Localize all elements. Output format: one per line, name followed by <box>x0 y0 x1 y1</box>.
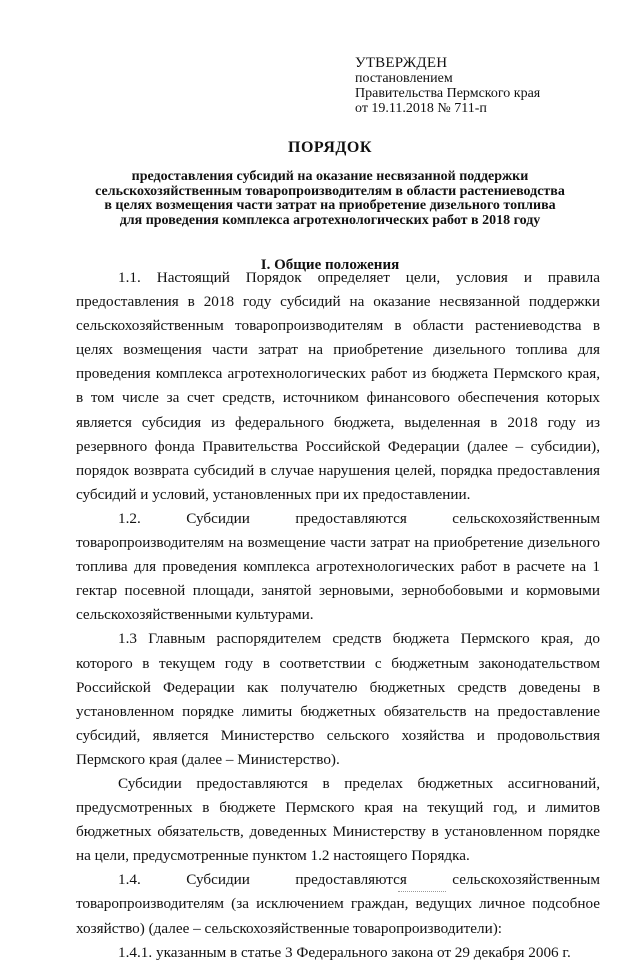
paragraph-1-3-continuation: Субсидии предоставляются в пределах бюджетных ассигнований, предусмотренных в бюджете Пермского края на текущий год, и лимитов бюджетных обязательств, доведенных Министерству в установленном порядке на цели, предусмотренные пунктом 1.2 настоящего Порядка. <box>76 774 600 865</box>
subtitle-line: сельскохозяйственным товаропроизводителям в области растениеводства <box>95 183 565 199</box>
subtitle-line: предоставления субсидий на оказание несвязанной поддержки <box>131 169 529 184</box>
paragraph-1-1: 1.1. Настоящий Порядок определяет цели, условия и правила предоставления в 2018 году субсидий на оказание несвязанной поддержки сельскохозяйственным товаропроизводителям в области растениеводства в целях возмещения части затрат на приобретение дизельного топлива для проведения комплекса агротехнологических работ из бюджета Пермского края, в том числе за счет средств, источником финансового обеспечения которых является субсидия из федерального бюджета, выделенная в 2018 году из резервного фонда Правительства Российской Федерации (далее – субсидии), порядок возврата субсидий в случае нарушения целей, порядка предоставления субсидий и условий, установленных при их предоставлении. <box>76 269 600 503</box>
scan-artifact <box>398 891 446 895</box>
paragraph-1-2: 1.2. Субсидии предоставляются сельскохозяйственным товаропроизводителям на возмещение части затрат на приобретение дизельного топлива для проведения комплекса агротехнологических работ в расчете на 1 гектар посевной площади, занятой зерновыми, зернобобовыми и кормовыми сельскохозяйственными культурами. <box>76 509 600 624</box>
paragraph-1-4-1: 1.4.1. указанным в статье 3 Федерального закона от 29 декабря 2006 г. <box>118 943 571 961</box>
approval-stamp <box>355 56 540 116</box>
section-heading: I. Общие положения <box>260 257 400 273</box>
approval-line: Правительства Пермского края <box>355 86 541 101</box>
subtitle-line: в целях возмещения части затрат на приобретение дизельного топлива <box>104 198 556 214</box>
approval-heading: УТВЕРЖДЕН <box>355 55 448 71</box>
document-title: ПОРЯДОК <box>288 139 372 156</box>
document-subtitle <box>60 170 600 228</box>
approval-line: постановлением <box>355 71 453 86</box>
document-title-block <box>60 139 600 228</box>
paragraph-1-4: 1.4. Субсидии предоставляются сельскохозяйственным товаропроизводителям (за исключением граждан, ведущих личное подсобное хозяйство) (далее – сельскохозяйственные товаропроизводители): <box>76 871 600 937</box>
approval-date-number: от 19.11.2018 № 711-п <box>355 101 487 116</box>
paragraph-1-3: 1.3 Главным распорядителем средств бюджета Пермского края, до которого в текущем году в соответствии с бюджетным законодательством Российской Федерации как получателю бюджетных средств доведены в установленном порядке лимиты бюджетных обязательств на предоставление субсидий, является Министерство сельского хозяйства и продовольствия Пермского края (далее – Министерство). <box>76 630 600 768</box>
document-body <box>76 266 600 965</box>
subtitle-line: для проведения комплекса агротехнологических работ в 2018 году <box>119 212 541 228</box>
